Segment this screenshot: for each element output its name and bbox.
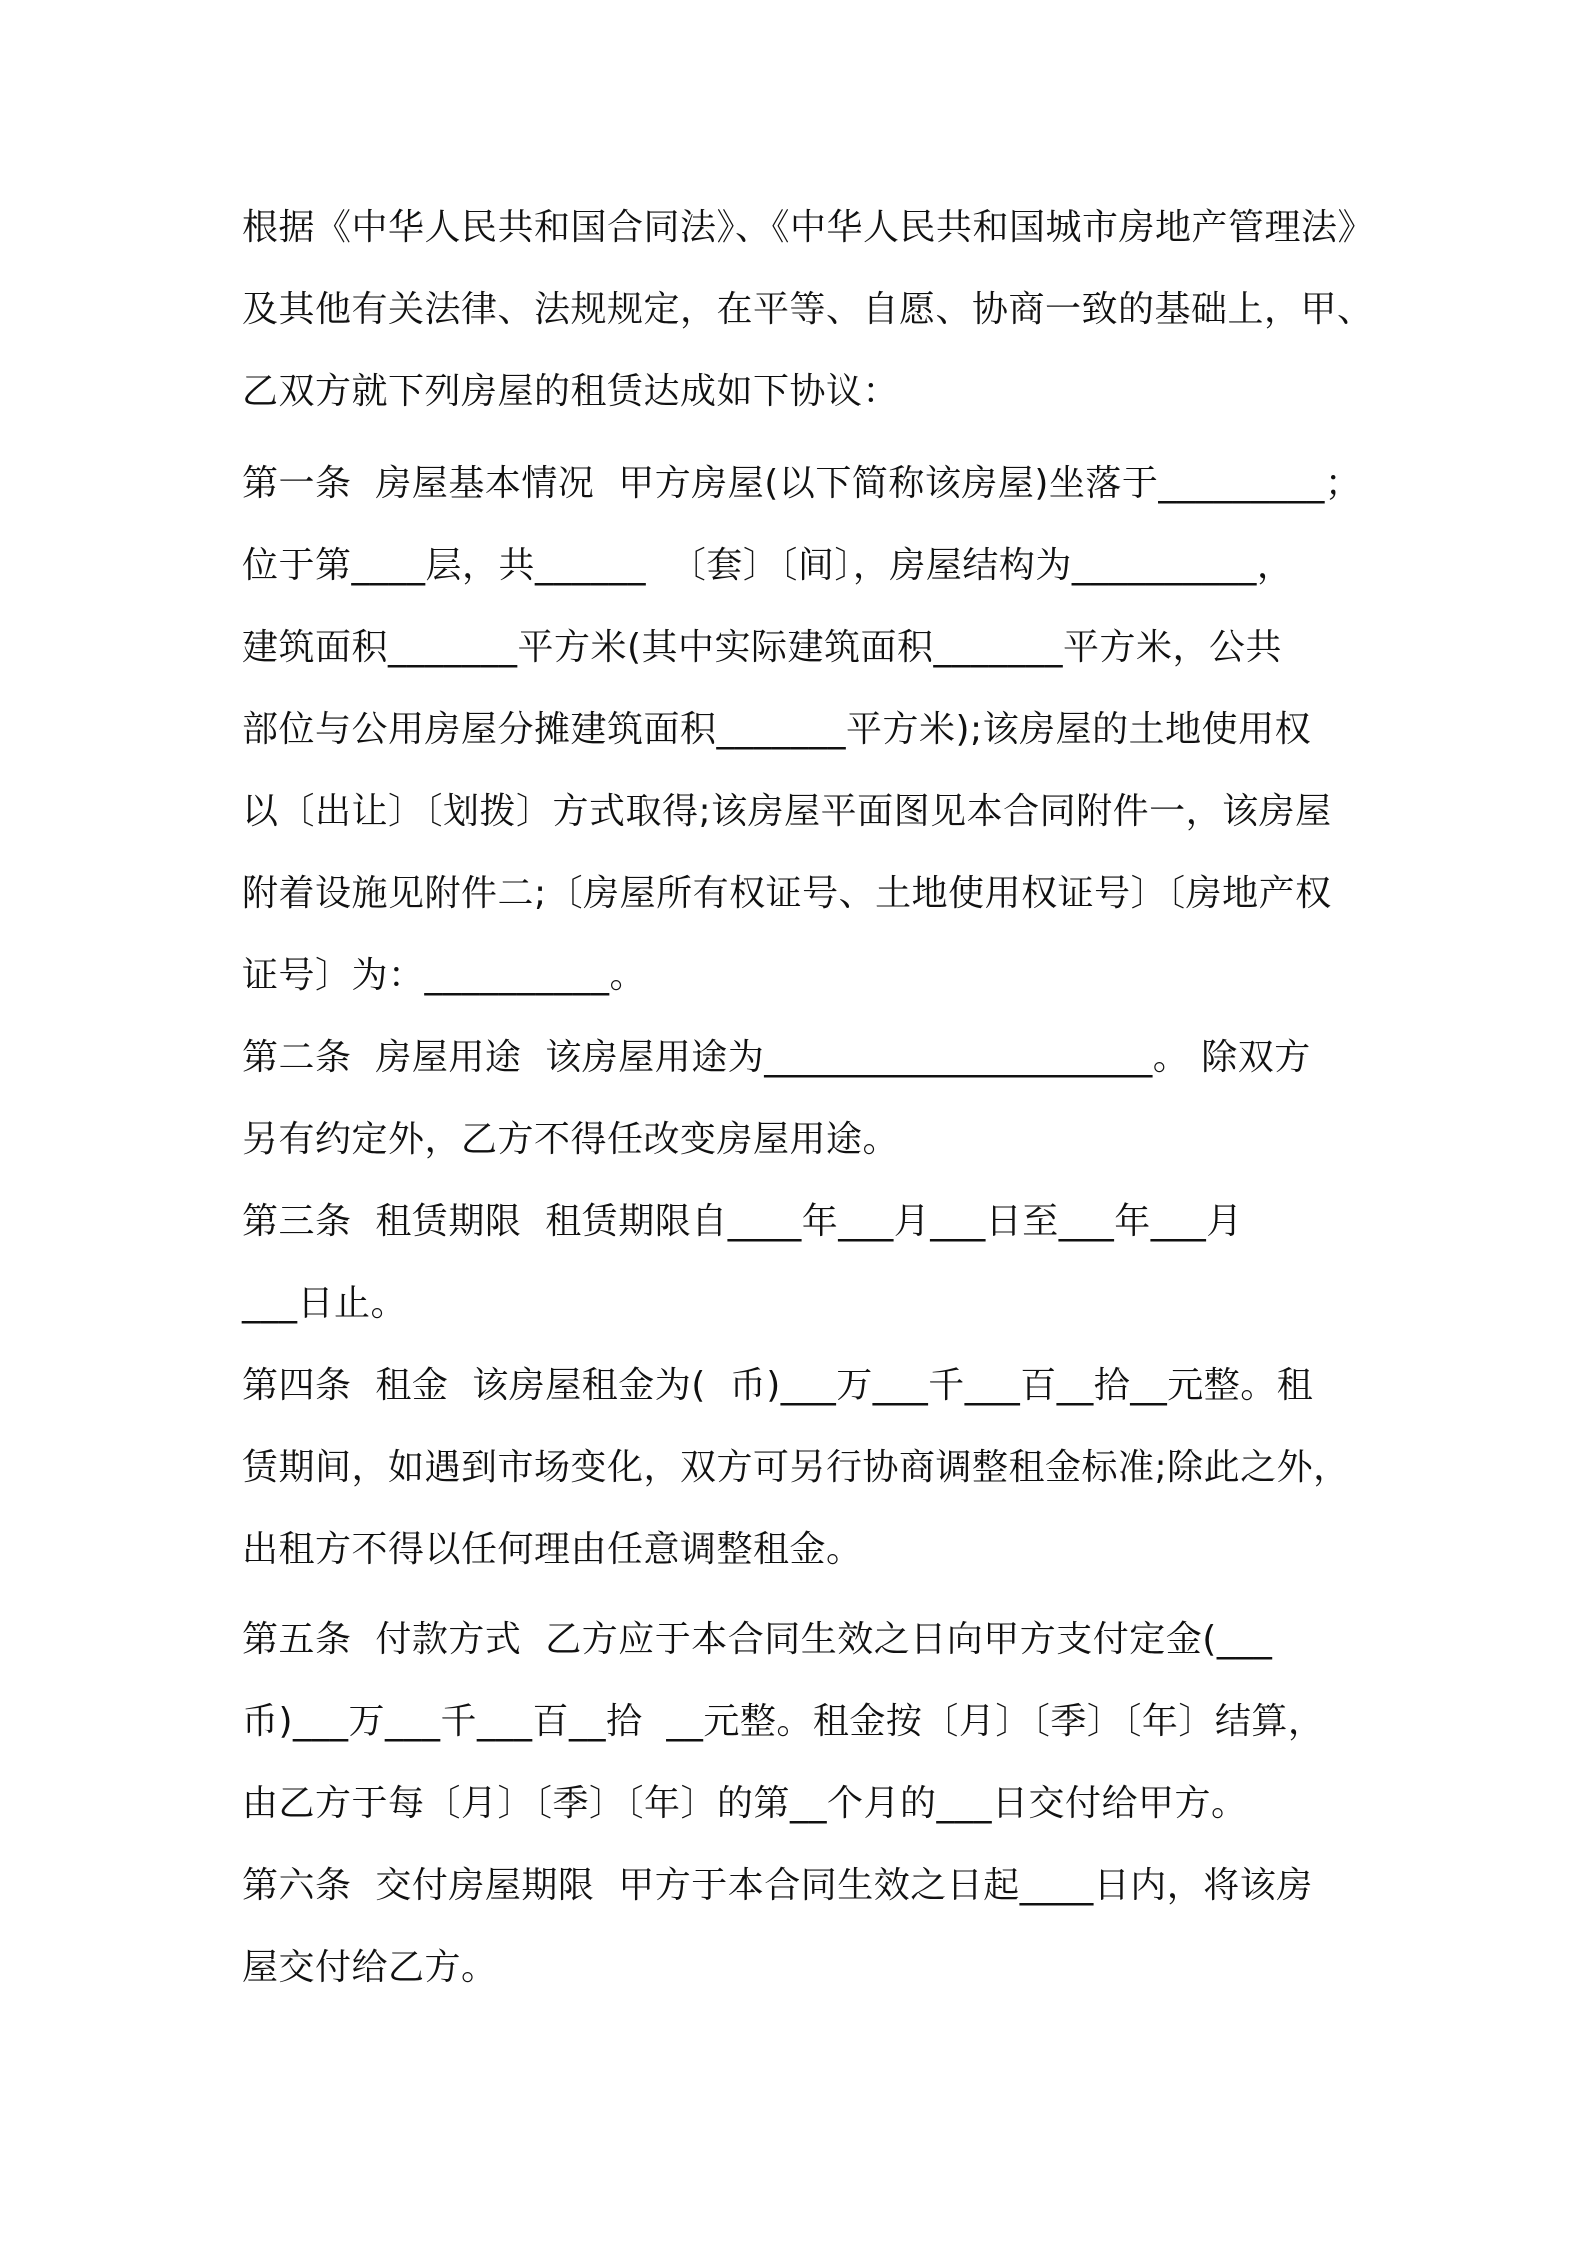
paragraph-line: 部位与公用房屋分摊建筑面积_______平方米);该房屋的土地使用权 — [242, 709, 1312, 750]
paragraph-line: 另有约定外，乙方不得任改变房屋用途。 — [242, 1119, 900, 1160]
article-2-line: 第二条 房屋用途 该房屋用途为_____________________。 除双方 — [242, 1037, 1311, 1078]
paragraph-line: 位于第____层，共______ 〔套〕〔间〕，房屋结构为__________， — [242, 545, 1294, 586]
paragraph-line: 以〔出让〕〔划拨〕方式取得;该房屋平面图见本合同附件一，该房屋 — [242, 791, 1332, 832]
article-4-line: 第四条 租金 该房屋租金为( 币)___万___千___百__拾__元整。租 — [242, 1365, 1314, 1406]
paragraph-line: 出租方不得以任何理由任意调整租金。 — [242, 1529, 863, 1570]
paragraph-line: 及其他有关法律、法规规定，在平等、自愿、协商一致的基础上，甲、 — [242, 289, 1374, 330]
paragraph-line: 建筑面积_______平方米(其中实际建筑面积_______平方米，公共 — [242, 627, 1283, 668]
paragraph-line: 屋交付给乙方。 — [242, 1947, 498, 1988]
article-5-line: 第五条 付款方式 乙方应于本合同生效之日向甲方支付定金(___ — [242, 1619, 1273, 1660]
paragraph-line: 币)___万___千___百__拾 __元整。租金按〔月〕〔季〕〔年〕结算， — [242, 1701, 1325, 1742]
article-1-line: 第一条 房屋基本情况 甲方房屋(以下简称该房屋)坐落于_________； — [242, 463, 1362, 504]
article-6-line: 第六条 交付房屋期限 甲方于本合同生效之日起____日内，将该房 — [242, 1865, 1313, 1906]
paragraph-line: 由乙方于每〔月〕〔季〕〔年〕的第__个月的___日交付给甲方。 — [242, 1783, 1248, 1824]
article-3-line: 第三条 租赁期限 租赁期限自____年___月___日至___年___月 — [242, 1201, 1243, 1242]
paragraph-line: 证号〕为：__________。 — [242, 955, 647, 996]
paragraph-line: 赁期间，如遇到市场变化，双方可另行协商调整租金标准;除此之外， — [242, 1447, 1350, 1488]
paragraph-line: ___日止。 — [242, 1283, 408, 1324]
paragraph-line: 根据《中华人民共和国合同法》、《中华人民共和国城市房地产管理法》 — [242, 207, 1375, 248]
paragraph-line: 附着设施见附件二;〔房屋所有权证号、土地使用权证号〕〔房地产权 — [242, 873, 1332, 914]
paragraph-line: 乙双方就下列房屋的租赁达成如下协议： — [242, 371, 900, 412]
